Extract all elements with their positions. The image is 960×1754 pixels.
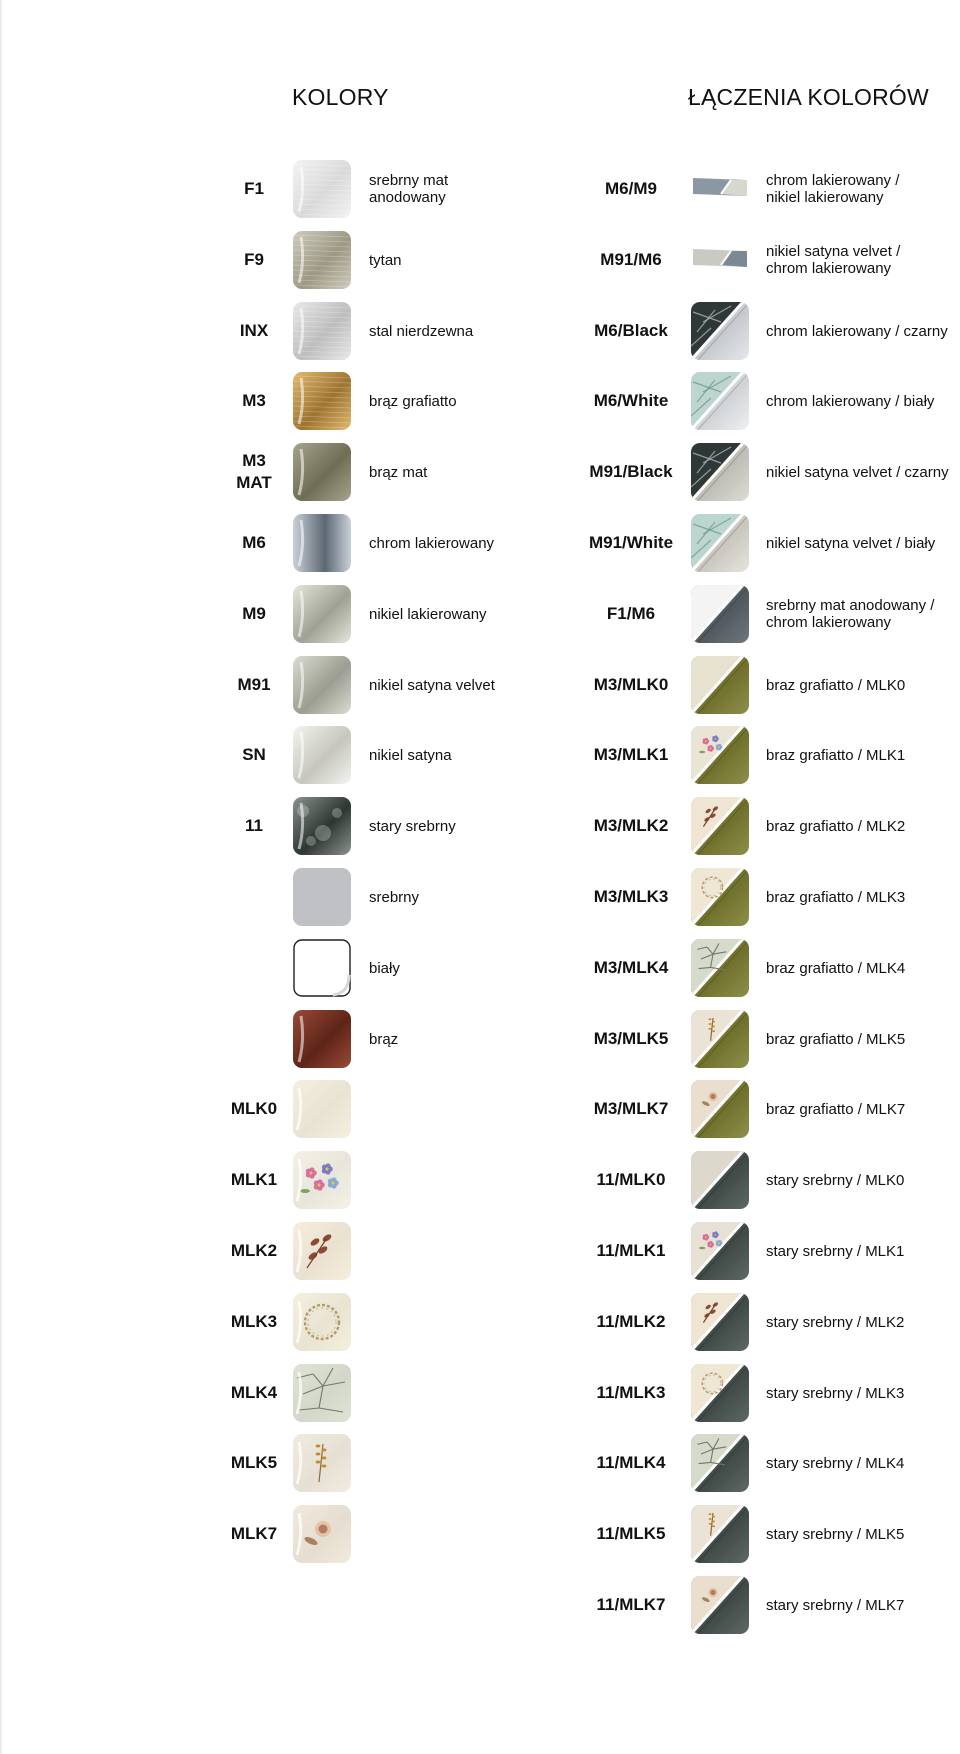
combination-label: stary srebrny / MLK4 xyxy=(766,1454,905,1472)
combination-code: M91/M6 xyxy=(600,250,662,269)
color-code: F1 xyxy=(244,179,264,198)
color-swatch-brushed-steel xyxy=(293,302,351,360)
color-swatch-ceramic-plain xyxy=(293,1080,351,1138)
combination-label: braz grafiatto / MLK7 xyxy=(766,1100,906,1118)
color-swatch-brushed-bronze xyxy=(293,372,351,430)
color-label: brąz xyxy=(369,1030,399,1048)
combination-swatch-split xyxy=(691,797,749,855)
color-code: SN xyxy=(242,745,266,764)
combination-label: stary srebrny / MLK5 xyxy=(766,1525,905,1543)
combination-label: stary srebrny / MLK1 xyxy=(766,1242,905,1260)
combination-code: 11/MLK4 xyxy=(596,1453,666,1472)
color-code: M3 xyxy=(242,391,266,410)
color-swatch-flat-silver xyxy=(293,868,351,926)
color-label: srebrny mat anodowany xyxy=(369,172,449,206)
combination-swatch-split-marble-black xyxy=(691,443,749,501)
color-code: MLK7 xyxy=(230,1524,278,1543)
combination-code: M3/MLK1 xyxy=(593,745,669,764)
combination-code: 11/MLK2 xyxy=(596,1312,666,1331)
color-code: MLK3 xyxy=(230,1312,278,1331)
heading-kolory: KOLORY xyxy=(292,84,389,110)
combination-label: braz grafiatto / MLK3 xyxy=(766,888,906,906)
color-label: stary srebrny xyxy=(369,817,456,835)
color-code: MLK0 xyxy=(230,1099,278,1118)
combination-swatch-bar-velvet-chrome xyxy=(691,231,749,289)
combination-code: M3/MLK2 xyxy=(593,816,669,835)
color-code xyxy=(212,939,296,997)
combination-code: M91/Black xyxy=(589,462,673,481)
color-label xyxy=(369,1080,519,1138)
color-swatch-brushed-titanium xyxy=(293,231,351,289)
combination-swatch-split xyxy=(691,1080,749,1138)
combination-code: M3/MLK3 xyxy=(593,887,669,906)
combination-swatch-split xyxy=(691,939,749,997)
combination-label: chrom lakierowany / nikiel lakierowany xyxy=(766,172,900,206)
color-swatch-satin-nickel xyxy=(293,726,351,784)
color-label xyxy=(369,1151,519,1209)
combination-code: 11/MLK5 xyxy=(596,1524,666,1543)
combination-label: chrom lakierowany / czarny xyxy=(766,322,948,340)
color-swatch-matte-bronze xyxy=(293,443,351,501)
combination-swatch-split xyxy=(691,726,749,784)
color-swatch-gloss-white xyxy=(293,939,351,997)
combination-swatch-split xyxy=(691,868,749,926)
color-code: MLK4 xyxy=(230,1383,278,1402)
combination-swatch-split-marble-white xyxy=(691,514,749,572)
combination-swatch-split-marble-white xyxy=(691,372,749,430)
combination-label: srebrny mat anodowany / chrom lakierowany xyxy=(766,597,935,631)
combination-code: M6/White xyxy=(593,391,669,410)
color-label: nikiel satyna velvet xyxy=(369,676,495,694)
color-swatch-ceramic-crackle xyxy=(293,1364,351,1422)
color-code: MLK5 xyxy=(230,1453,278,1472)
heading-laczenia-kolorow: ŁĄCZENIA KOLORÓW xyxy=(688,84,929,110)
color-code: M6 xyxy=(242,533,266,552)
color-label: brąz grafiatto xyxy=(369,392,457,410)
combination-label: chrom lakierowany / biały xyxy=(766,392,935,410)
combination-label: nikiel satyna velvet / chrom lakierowany xyxy=(766,243,901,277)
combination-code: 11/MLK1 xyxy=(596,1241,666,1260)
color-code: M91 xyxy=(237,675,271,694)
combination-label: stary srebrny / MLK7 xyxy=(766,1596,905,1614)
combination-label: stary srebrny / MLK2 xyxy=(766,1313,905,1331)
color-code xyxy=(212,868,296,926)
combination-code: 11/MLK0 xyxy=(596,1170,666,1189)
combination-code: 11/MLK7 xyxy=(596,1595,666,1614)
combination-swatch-split xyxy=(691,1576,749,1634)
color-swatch-brown-enamel xyxy=(293,1010,351,1068)
color-swatch-ceramic-wreath xyxy=(293,1293,351,1351)
color-code: M3 MAT xyxy=(236,451,272,492)
page-edge-line xyxy=(0,0,2,1754)
color-swatch-ceramic-leaves xyxy=(293,1222,351,1280)
color-swatch-ceramic-flowers xyxy=(293,1151,351,1209)
combination-code: M6/M9 xyxy=(605,179,657,198)
combination-swatch-split xyxy=(691,656,749,714)
color-swatch-brushed-white xyxy=(293,160,351,218)
combination-label: braz grafiatto / MLK0 xyxy=(766,676,906,694)
combination-swatch-split xyxy=(691,1505,749,1563)
combination-code: M3/MLK0 xyxy=(593,675,669,694)
color-swatch-ceramic-rose xyxy=(293,1505,351,1563)
color-label: tytan xyxy=(369,251,402,269)
combination-swatch-split-white-chrome xyxy=(691,585,749,643)
combination-label: braz grafiatto / MLK2 xyxy=(766,817,906,835)
combination-label: braz grafiatto / MLK5 xyxy=(766,1030,906,1048)
color-label xyxy=(369,1364,519,1422)
combination-label: stary srebrny / MLK3 xyxy=(766,1384,905,1402)
combination-swatch-split xyxy=(691,1222,749,1280)
color-code xyxy=(212,1010,296,1068)
color-swatch-antique-silver xyxy=(293,797,351,855)
color-label: nikiel satyna xyxy=(369,746,452,764)
combination-label: braz grafiatto / MLK4 xyxy=(766,959,906,977)
combination-code: M3/MLK7 xyxy=(593,1099,669,1118)
color-swatch-satin-velvet xyxy=(293,656,351,714)
combination-label: braz grafiatto / MLK1 xyxy=(766,746,906,764)
combination-code: M6/Black xyxy=(594,321,668,340)
color-code: M9 xyxy=(242,604,266,623)
color-label xyxy=(369,1505,519,1563)
combination-code: F1/M6 xyxy=(606,604,656,623)
color-code: MLK1 xyxy=(230,1170,278,1189)
color-label: stal nierdzewna xyxy=(369,322,474,340)
combination-swatch-split xyxy=(691,1293,749,1351)
color-label: nikiel lakierowany xyxy=(369,605,487,623)
combination-code: 11/MLK3 xyxy=(596,1383,666,1402)
color-swatch-ceramic-wheat xyxy=(293,1434,351,1492)
color-code: F9 xyxy=(244,250,264,269)
combination-swatch-split xyxy=(691,1151,749,1209)
combination-swatch-split-marble-black xyxy=(691,302,749,360)
color-swatch-chrome xyxy=(293,514,351,572)
color-code: MLK2 xyxy=(230,1241,278,1260)
color-swatch-nickel xyxy=(293,585,351,643)
combination-swatch-bar-chrome-nickel xyxy=(691,160,749,218)
color-label: biały xyxy=(369,959,400,977)
combination-label: nikiel satyna velvet / biały xyxy=(766,534,936,552)
color-label xyxy=(369,1434,519,1492)
color-label: chrom lakierowany xyxy=(369,534,495,552)
combination-swatch-split xyxy=(691,1010,749,1068)
color-code: INX xyxy=(239,321,269,340)
combination-code: M3/MLK4 xyxy=(593,958,669,977)
combination-label: stary srebrny / MLK0 xyxy=(766,1171,905,1189)
combination-swatch-split xyxy=(691,1434,749,1492)
combination-code: M3/MLK5 xyxy=(593,1029,669,1048)
combination-code: M91/White xyxy=(588,533,674,552)
color-code: 11 xyxy=(245,816,263,835)
combination-swatch-split xyxy=(691,1364,749,1422)
color-label xyxy=(369,1293,519,1351)
color-label: srebrny xyxy=(369,888,420,906)
color-label: brąz mat xyxy=(369,463,428,481)
combination-label: nikiel satyna velvet / czarny xyxy=(766,463,949,481)
color-label xyxy=(369,1222,519,1280)
